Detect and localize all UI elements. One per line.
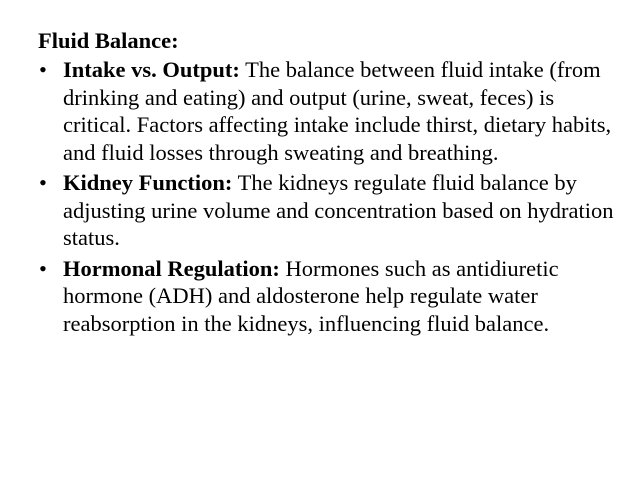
bullet-term: Hormonal Regulation: [63, 255, 280, 281]
bullet-text: The kidneys regulate fluid balance by adjusting urine volume and concentration based on hydration status. [63, 170, 614, 250]
bullet-item-intake-output [38, 56, 618, 166]
bullet-icon: • [39, 255, 47, 281]
bullet-item-kidney-function [38, 169, 618, 252]
bullet-text: Hormones such as antidiuretic hormone (ADH) and aldosterone help regulate water reabsorption in the kidneys, influencing fluid balance. [63, 255, 559, 336]
bullet-text: The balance between fluid intake (from drinking and eating) and output (urine, sweat, feces) is critical. Factors affecting intake include thirst, dietary habits, and fluid losses through sweating and breathing. [63, 57, 612, 165]
bullet-list [38, 56, 618, 337]
bullet-icon: • [39, 57, 47, 82]
bullet-term: Intake vs. Output: [63, 57, 240, 82]
bullet-icon: • [39, 170, 47, 195]
bullet-term: Kidney Function: [63, 170, 233, 195]
bullet-item-hormonal-regulation [38, 255, 618, 338]
slide-heading: Fluid Balance: [38, 28, 179, 53]
